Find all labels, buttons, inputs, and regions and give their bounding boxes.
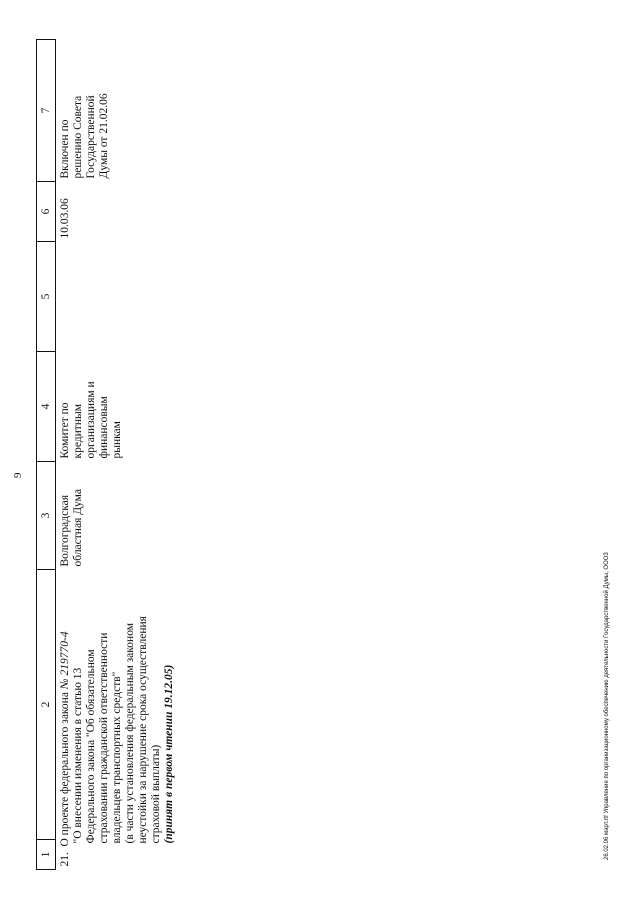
note-line: Думы от 21.02.06	[98, 93, 110, 179]
bill-line: неустойки за нарушение срока осуществления	[137, 616, 149, 844]
bill-number: № 219770-4	[59, 631, 71, 690]
bill-line: владельцев транспортных средств"	[111, 671, 123, 844]
bill-cell	[56, 570, 177, 870]
page-number: 9	[12, 472, 24, 478]
col5-cell	[56, 242, 177, 352]
table-row	[56, 40, 177, 870]
note-cell	[56, 40, 177, 182]
column-header-4: 4	[37, 352, 56, 462]
committee-line: Комитет по	[59, 402, 71, 459]
bill-line: страховой выплаты)	[150, 744, 162, 844]
committee-line: финансовым	[98, 396, 110, 459]
bills-table	[36, 39, 176, 870]
adopted-note: (принят в первом чтении 19.12.05)	[163, 664, 175, 844]
author-line: областная Дума	[72, 489, 84, 567]
bill-text	[72, 573, 176, 867]
bill-title-line	[59, 573, 72, 867]
bill-line: О проекте федерального закона	[59, 692, 71, 847]
note-line: решению Совета	[72, 95, 84, 179]
bill-line: Федерального закона "Об обязательном	[85, 649, 97, 844]
bill-line: "О внесении изменения в статью 13	[72, 667, 84, 844]
column-header-3: 3	[37, 462, 56, 570]
bill-line: (в части установления федеральным законом	[124, 623, 136, 844]
bill-line: страховании гражданской ответственности	[98, 632, 110, 844]
footer-text: 26.02.06 март.rtf Управление по организационному обеспечению деятельности Государственной Думы, ООО3	[604, 552, 610, 860]
header-row	[37, 40, 56, 870]
column-header-5: 5	[37, 242, 56, 352]
note-line: Государственной	[85, 95, 97, 179]
committee-cell	[56, 352, 177, 462]
committee-line: кредитным	[72, 404, 84, 459]
date-cell: 10.03.06	[59, 198, 71, 239]
column-header-7: 7	[37, 40, 56, 182]
committee-line: организациям и	[85, 381, 97, 459]
author-cell	[56, 462, 177, 570]
column-header-6: 6	[37, 182, 56, 242]
author-line: Волгоградская	[59, 494, 71, 567]
rotated-page	[12, 0, 226, 870]
column-header-1: 1	[37, 840, 56, 870]
column-header-2: 2	[37, 570, 56, 840]
note-line: Включен по	[59, 119, 71, 179]
committee-line: рынкам	[111, 421, 123, 459]
row-number: 21.	[59, 852, 71, 867]
